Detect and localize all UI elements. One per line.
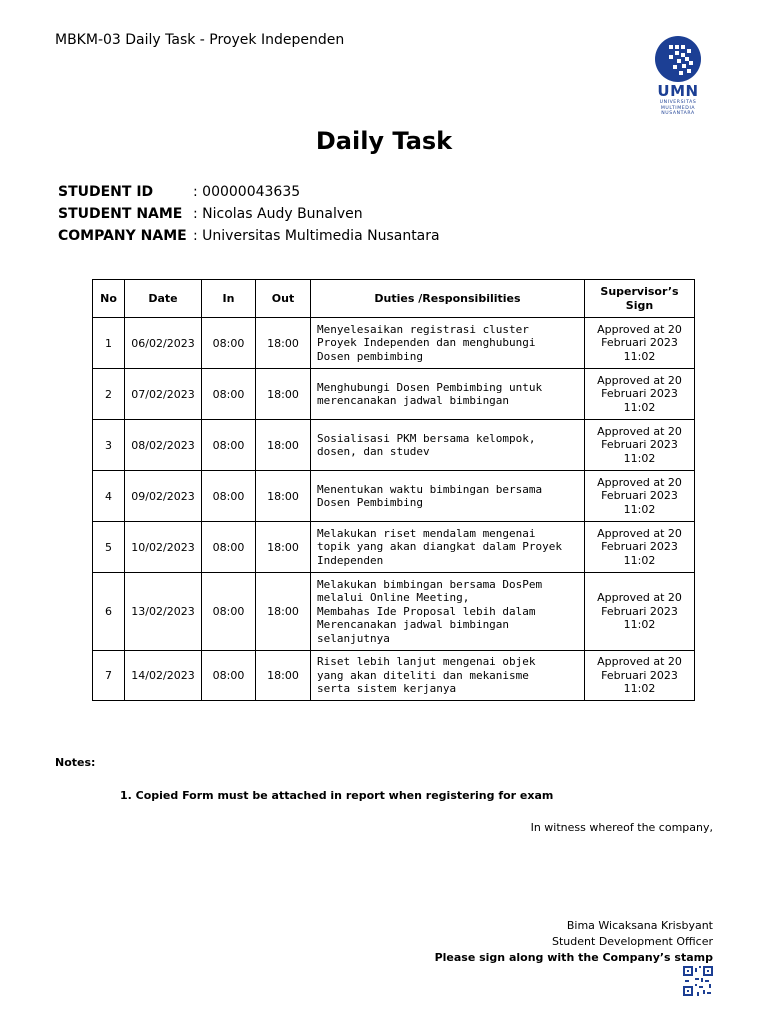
duty-line: Sosialisasi PKM bersama kelompok, xyxy=(317,431,536,445)
cell-supervisor-sign xyxy=(585,522,695,573)
note-item: 1. Copied Form must be attached in report when registering for exam xyxy=(120,789,554,802)
cell-duty xyxy=(311,522,585,573)
cell-out: 18:00 xyxy=(256,651,311,701)
sign-line: Approved at 20 xyxy=(597,526,682,540)
cell-supervisor-sign xyxy=(585,651,695,701)
duty-line: serta sistem kerjanya xyxy=(317,682,457,696)
duty-line: dosen, dan studev xyxy=(317,445,430,458)
cell-out: 18:00 xyxy=(256,318,311,369)
sign-line: Februari 2023 xyxy=(601,336,678,350)
logo-emblem-icon xyxy=(655,36,701,82)
table-row xyxy=(93,471,695,522)
cell-date: 14/02/2023 xyxy=(125,651,202,701)
duty-line: Melakukan riset mendalam mengenai xyxy=(317,526,536,540)
table-row xyxy=(93,369,695,420)
table-row xyxy=(93,420,695,471)
table-row xyxy=(93,573,695,651)
cell-in: 08:00 xyxy=(202,318,256,369)
cell-in: 08:00 xyxy=(202,369,256,420)
signer-title: Student Development Officer xyxy=(552,935,713,948)
cell-supervisor-sign xyxy=(585,471,695,522)
cell-no: 5 xyxy=(93,522,125,573)
cell-out: 18:00 xyxy=(256,573,311,651)
cell-supervisor-sign xyxy=(585,420,695,471)
witness-text: In witness whereof the company, xyxy=(530,821,713,834)
cell-date: 08/02/2023 xyxy=(125,420,202,471)
student-id-row xyxy=(58,181,440,203)
cell-in: 08:00 xyxy=(202,573,256,651)
cell-date: 09/02/2023 xyxy=(125,471,202,522)
company-name-value: : Universitas Multimedia Nusantara xyxy=(193,228,440,244)
cell-no: 4 xyxy=(93,471,125,522)
column-header-duties: Duties /Responsibilities xyxy=(311,280,585,318)
table-row xyxy=(93,318,695,369)
student-info xyxy=(58,181,440,247)
signer-block xyxy=(435,918,713,966)
cell-no: 2 xyxy=(93,369,125,420)
sign-line: 11:02 xyxy=(623,682,656,696)
sign-line: Februari 2023 xyxy=(601,438,678,452)
cell-out: 18:00 xyxy=(256,522,311,573)
duty-line: Menyelesaikan registrasi cluster xyxy=(317,322,529,336)
sign-line: 11:02 xyxy=(623,618,656,632)
student-id-value: : 00000043635 xyxy=(193,184,301,200)
student-name-label: STUDENT NAME xyxy=(58,206,183,222)
cell-out: 18:00 xyxy=(256,369,311,420)
cell-out: 18:00 xyxy=(256,420,311,471)
duty-line: topik yang akan diangkat dalam Proyek xyxy=(317,540,563,554)
notes-label: Notes: xyxy=(55,756,96,769)
sign-line: Approved at 20 xyxy=(597,655,682,669)
sign-line: Approved at 20 xyxy=(597,322,682,336)
table-row xyxy=(93,522,695,573)
student-id-label: STUDENT ID xyxy=(58,184,154,200)
cell-duty xyxy=(311,318,585,369)
duty-line: Independen xyxy=(317,553,384,567)
sign-line: Februari 2023 xyxy=(601,387,678,401)
cell-duty xyxy=(311,573,585,651)
sign-line: 11:02 xyxy=(623,451,656,465)
company-name-label: COMPANY NAME xyxy=(58,228,187,244)
duty-line: melalui Online Meeting, xyxy=(317,591,470,605)
duty-line: yang akan diteliti dan mekanisme xyxy=(317,668,529,682)
sign-line: Approved at 20 xyxy=(597,475,682,489)
qr-code-icon xyxy=(683,966,713,996)
cell-in: 08:00 xyxy=(202,522,256,573)
table-row xyxy=(93,651,695,701)
duty-line: Membahas Ide Proposal lebih dalam xyxy=(317,604,536,618)
duty-line: merencanakan jadwal bimbingan xyxy=(317,394,510,407)
sign-line: Februari 2023 xyxy=(601,540,678,554)
signer-instruction: Please sign along with the Company’s stamp xyxy=(434,951,713,964)
company-name-row xyxy=(58,225,440,247)
signer-name: Bima Wicaksana Krisbyant xyxy=(566,919,713,932)
column-header-supervisor-sign: Supervisor’s Sign xyxy=(585,280,695,318)
sign-line: Februari 2023 xyxy=(601,604,678,618)
cell-no: 1 xyxy=(93,318,125,369)
sign-line: Approved at 20 xyxy=(597,591,682,605)
duty-line: Menentukan waktu bimbingan bersama xyxy=(317,482,543,496)
sign-line: 11:02 xyxy=(623,400,656,414)
cell-in: 08:00 xyxy=(202,471,256,522)
cell-duty xyxy=(311,651,585,701)
logo-subtext: UNIVERSITAS MULTIMEDIA NUSANTARA xyxy=(659,100,697,117)
sign-line: Februari 2023 xyxy=(601,489,678,503)
cell-supervisor-sign xyxy=(585,369,695,420)
sign-line: 11:02 xyxy=(623,502,656,516)
cell-duty xyxy=(311,471,585,522)
cell-out: 18:00 xyxy=(256,471,311,522)
page-title: Daily Task xyxy=(315,127,453,155)
student-name-row xyxy=(58,203,440,225)
sign-line: 11:02 xyxy=(623,349,656,363)
logo-text: UMN xyxy=(657,82,699,100)
cell-supervisor-sign xyxy=(585,318,695,369)
cell-in: 08:00 xyxy=(202,651,256,701)
duty-line: selanjutnya xyxy=(317,631,390,645)
sign-line: Approved at 20 xyxy=(597,424,682,438)
duty-line: Melakukan bimbingan bersama DosPem xyxy=(317,577,543,591)
duty-line: Dosen pembimbing xyxy=(317,349,423,363)
cell-duty xyxy=(311,420,585,471)
column-header-in: In xyxy=(202,280,256,318)
sign-line: 11:02 xyxy=(623,553,656,567)
daily-task-table xyxy=(92,279,695,701)
duty-line: Merencanakan jadwal bimbingan xyxy=(317,618,510,632)
cell-duty xyxy=(311,369,585,420)
sign-line: Approved at 20 xyxy=(597,373,682,387)
sign-line: Februari 2023 xyxy=(601,668,678,682)
duty-line: Proyek Independen dan menghubungi xyxy=(317,336,536,350)
column-header-out: Out xyxy=(256,280,311,318)
cell-in: 08:00 xyxy=(202,420,256,471)
duty-line: Menghubungi Dosen Pembimbing untuk xyxy=(317,380,543,394)
column-header-no: No xyxy=(93,280,125,318)
cell-date: 10/02/2023 xyxy=(125,522,202,573)
cell-date: 07/02/2023 xyxy=(125,369,202,420)
header-title: MBKM-03 Daily Task - Proyek Independen xyxy=(55,32,345,48)
student-name-value: : Nicolas Audy Bunalven xyxy=(193,206,363,222)
cell-no: 6 xyxy=(93,573,125,651)
cell-no: 7 xyxy=(93,651,125,701)
cell-date: 13/02/2023 xyxy=(125,573,202,651)
duty-line: Riset lebih lanjut mengenai objek xyxy=(317,655,536,669)
cell-supervisor-sign xyxy=(585,573,695,651)
column-header-date: Date xyxy=(125,280,202,318)
umn-logo xyxy=(652,36,704,124)
table-header-row xyxy=(93,280,695,318)
cell-date: 06/02/2023 xyxy=(125,318,202,369)
cell-no: 3 xyxy=(93,420,125,471)
duty-line: Dosen Pembimbing xyxy=(317,496,423,509)
